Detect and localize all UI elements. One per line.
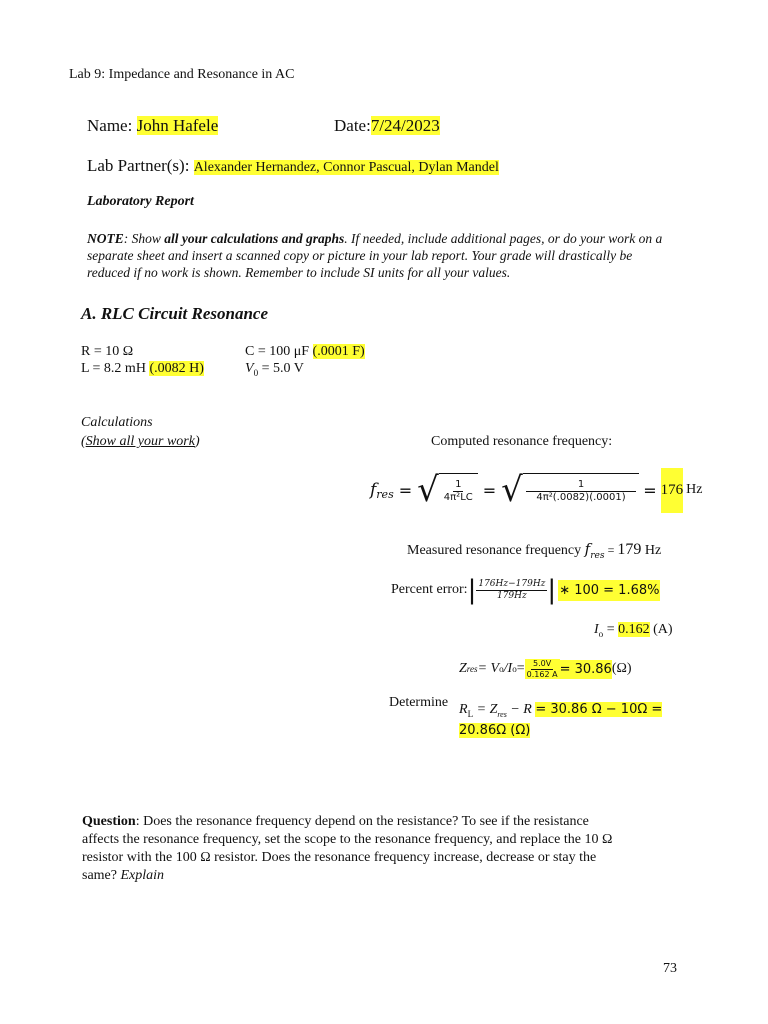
- section-a-heading: A. RLC Circuit Resonance: [81, 304, 269, 323]
- param-capacitance: C = 100 μF (.0001 F): [245, 344, 365, 359]
- question-line-1: Question: Does the resonance frequency depend on the resistance? To see if the resistance: [82, 814, 589, 829]
- note-line-1: NOTE: Show all your calculations and graphs. If needed, include additional pages, or do your work on a: [87, 231, 663, 246]
- rl-value: 20.86Ω (Ω): [459, 723, 531, 738]
- param-inductance-si: (.0082 H): [149, 361, 204, 376]
- date-value: 7/24/2023: [370, 116, 440, 135]
- show-work-note: (Show all your work): [81, 434, 200, 449]
- sqrt-substituted: √ $\frac{1}{\text{4π²(.0082)(.0001)}}$: [501, 473, 639, 507]
- question-lead: Question: [82, 814, 136, 829]
- computed-resonance-label: Computed resonance frequency:: [431, 434, 613, 449]
- determine-label: Determine: [389, 695, 449, 710]
- page-number: 73: [663, 961, 677, 976]
- name-line: [87, 116, 218, 136]
- percent-error-line: Percent error: | $\frac{176Hz-179Hz}{179Hz}$ | ∗ 100 = 1.68%: [391, 575, 660, 605]
- note-bold: all your calculations and graphs: [164, 231, 345, 246]
- sqrt-formula: √ $\frac{1}{\text{4π²LC}}$: [417, 473, 478, 507]
- question-line-3: resistor with the 100 Ω resistor. Does the resonance frequency increase, decrease or stay the: [82, 850, 597, 865]
- percent-error-value: ∗ 100 = 1.68%: [558, 580, 660, 601]
- report-heading: Laboratory Report: [87, 194, 194, 209]
- partners-value: Alexander Hernandez, Connor Pascual, Dylan Mandel: [193, 160, 499, 175]
- rl-equation-line-2: [459, 722, 530, 738]
- name-label: Name:: [87, 116, 133, 135]
- measured-frequency-value: 179: [617, 541, 642, 558]
- question-line-4: same? Explain: [82, 868, 165, 883]
- note-line-3: reduced if no work is shown. Remember to include SI units for all your values.: [87, 265, 511, 280]
- computed-frequency-value: 176: [661, 468, 684, 513]
- rl-equation-line-1: $R_L = Z_{res} - R = 30.86$ Ω − 10Ω =: [459, 702, 663, 719]
- partners-label: Lab Partner(s):: [87, 156, 190, 175]
- param-resistance: R = 10 Ω: [81, 344, 134, 359]
- resonance-equation: f $_{res}$ = √ $\frac{1}{\text{4π²LC}}$ = √ $\frac{1}{\text{4π²(.0082)(.0001)}}$ = 176 Hz: [370, 466, 702, 514]
- name-value: John Hafele: [136, 116, 219, 135]
- zres-line: Z res = V o /I o = $\frac{5.0V}{0.162 A}$ = 30.86 (Ω): [459, 659, 632, 679]
- lab-title: Lab 9: Impedance and Resonance in AC: [69, 67, 295, 82]
- param-inductance: L = 8.2 mH (.0082 H): [81, 361, 204, 376]
- note-lead: NOTE: [87, 231, 124, 246]
- question-line-2: affects the resonance frequency, set the scope to the resonance frequency, and replace the 10 Ω: [82, 832, 613, 847]
- partners-line: [87, 156, 499, 176]
- param-voltage: $V_0 = 5.0$ V: [245, 361, 304, 378]
- date-label: Date:: [334, 116, 371, 135]
- date-line: [334, 116, 440, 136]
- zres-value: = 30.86: [559, 661, 612, 677]
- param-capacitance-si: (.0001 F): [312, 344, 365, 359]
- measured-frequency-line: Measured resonance frequency $f_{res} = 179$ Hz: [407, 540, 662, 561]
- calculations-label: Calculations: [81, 415, 153, 430]
- io-line: $I_o = 0.162$ (A): [594, 622, 673, 639]
- io-value: 0.162: [618, 622, 650, 637]
- note-line-2: separate sheet and insert a scanned copy or picture in your lab report. Your grade will drastically be: [87, 248, 633, 263]
